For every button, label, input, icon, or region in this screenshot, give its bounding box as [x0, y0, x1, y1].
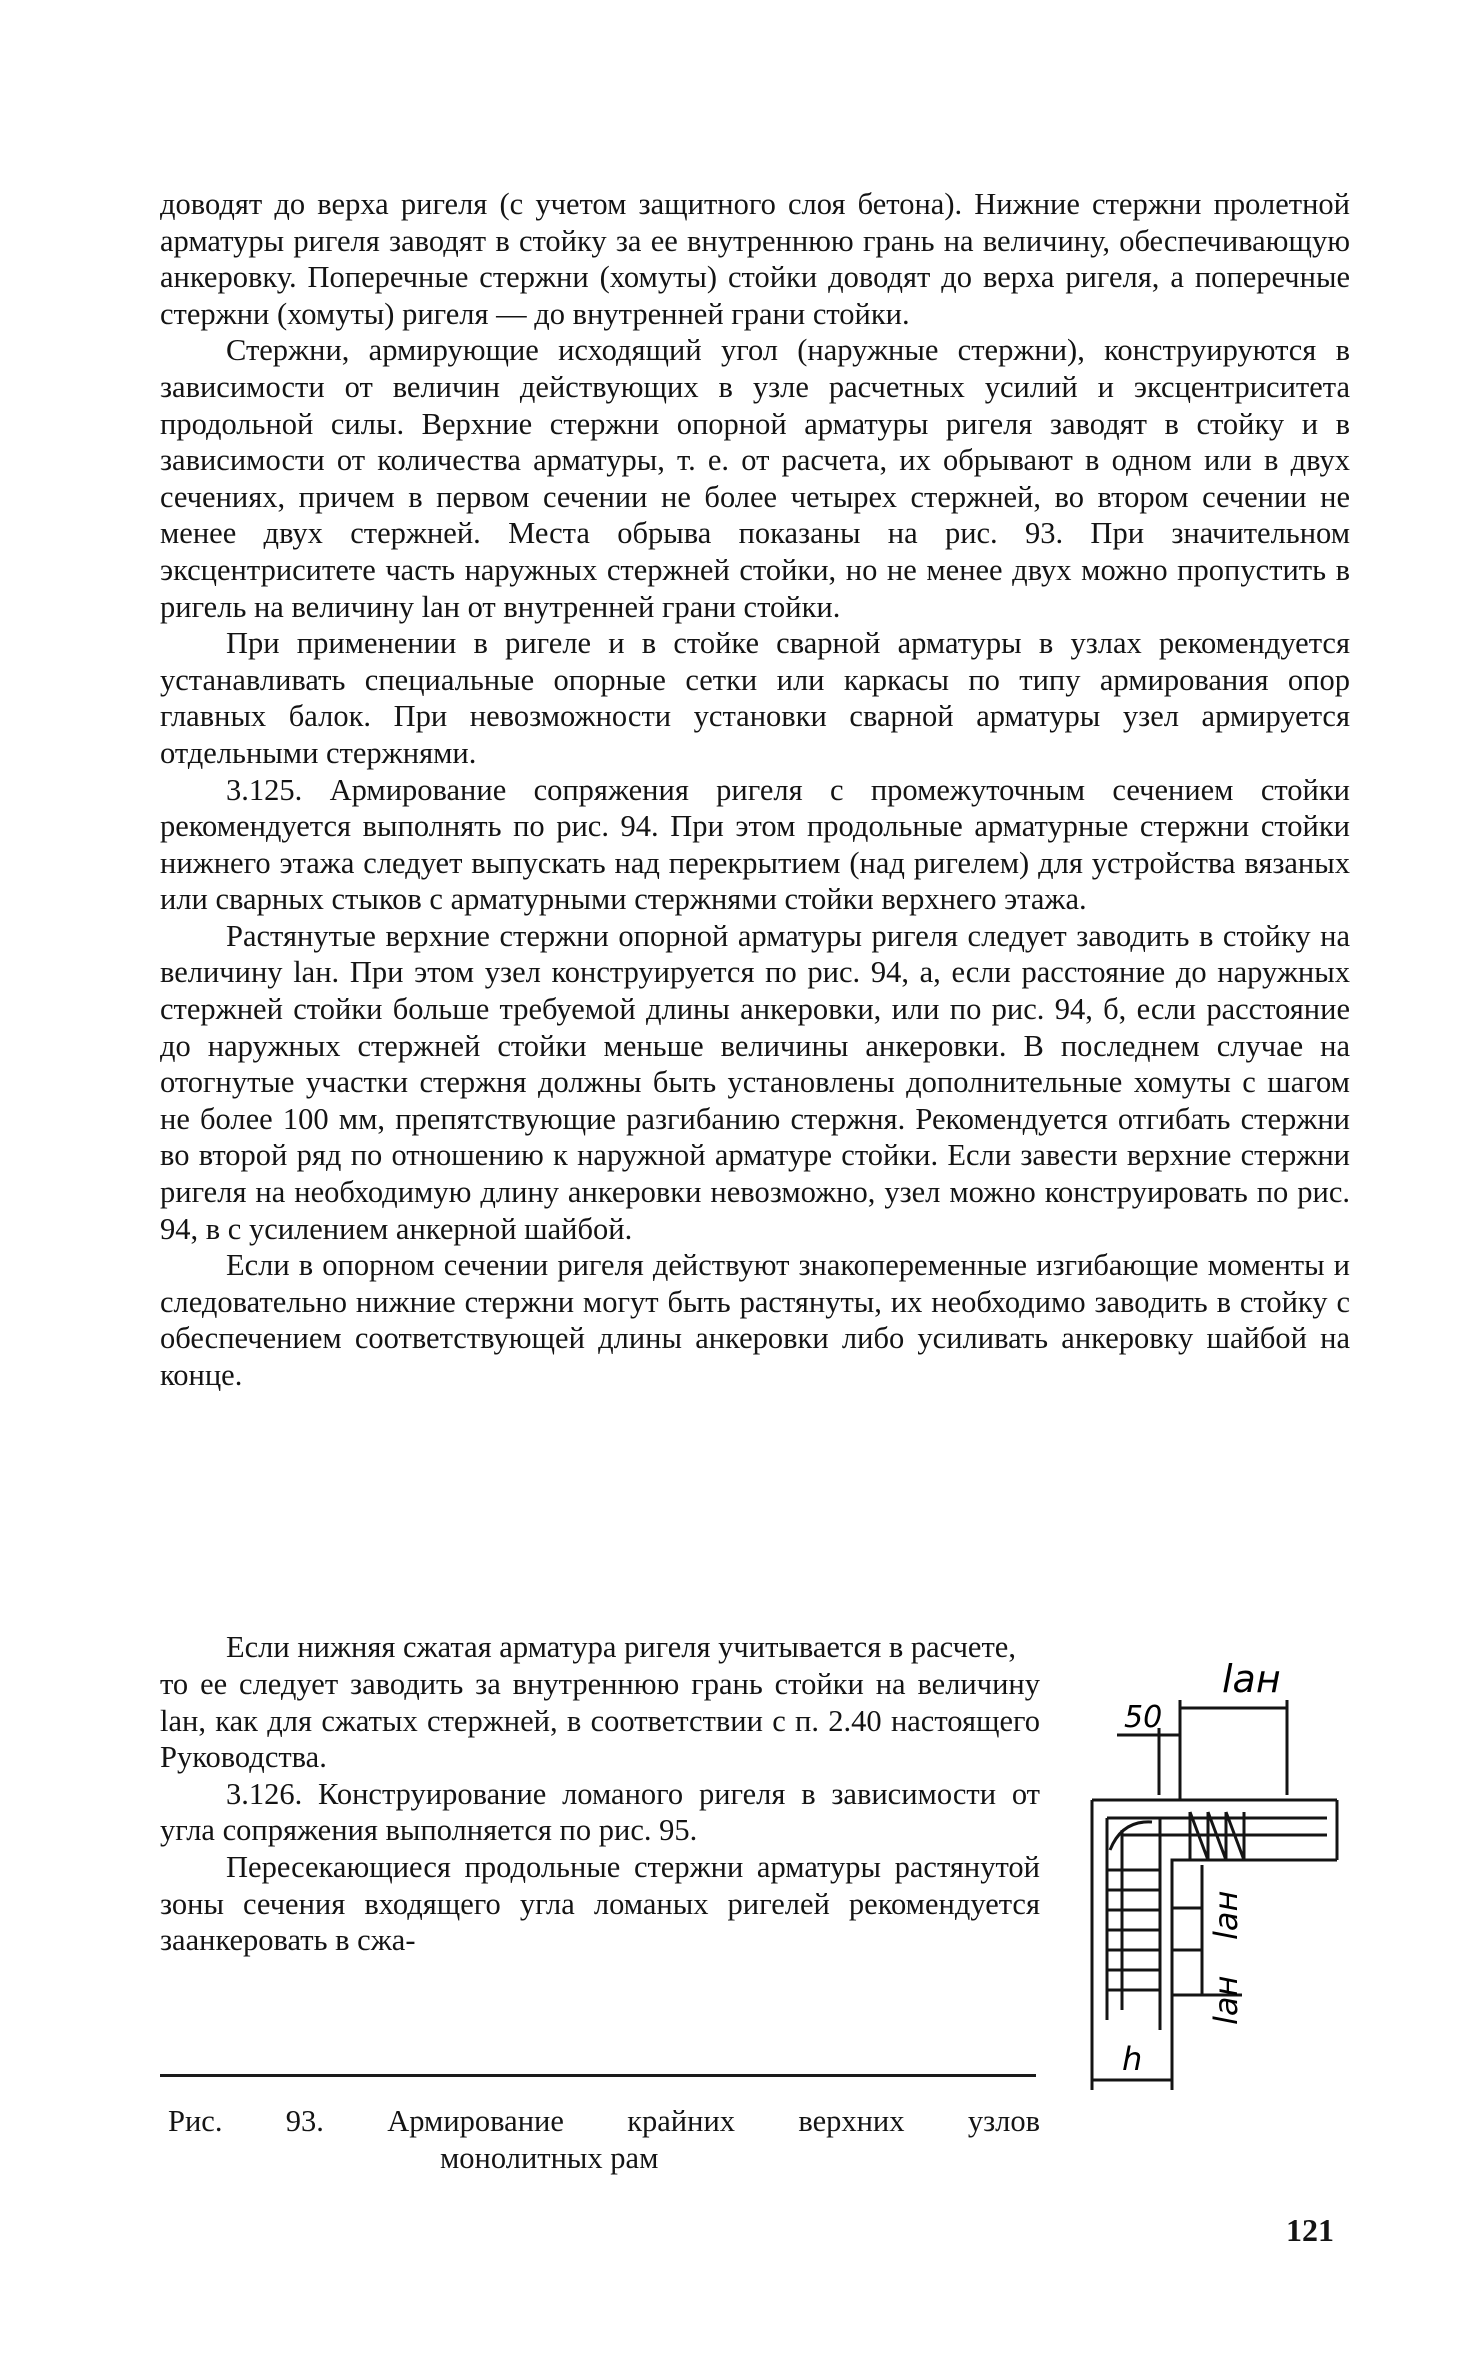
label-lan-1: lан [1207, 1890, 1245, 1940]
label-h: h [1122, 2040, 1143, 2078]
label-lan-2: lан [1207, 1975, 1245, 2025]
wrapped-text-column [160, 1666, 1040, 1959]
label-lan-top: lан [1222, 1657, 1281, 1701]
figure-caption [160, 2103, 1040, 2177]
paragraph: Если в опорном сечении ригеля действуют знакопеременные изгибающие моменты и следовательно нижние стержни могут быть растянуты, их необходимо заводить в стойку с обеспечением соответствующей длины анкеровки либо усиливать анкеровку шайбой на конце. [160, 1248, 1350, 1392]
paragraph: При применении в ригеле и в стойке сварной арматуры в узлах рекомендуется устанавливать специальные опорные сетки или каркасы по типу армирования опор главных балок. При невозможности установки сварной арматуры узел армируется отдельными стержнями. [160, 626, 1350, 770]
caption-line-1: Рис. 93. Армирование крайних верхних узлов [168, 2104, 1040, 2138]
page-number: 121 [1286, 2212, 1334, 2248]
paragraph-full-line: Если нижняя сжатая арматура ригеля учитывается в расчете, [226, 1630, 1016, 1664]
reinforcement-drawing [1062, 1650, 1382, 2100]
paragraph: то ее следует заводить за внутреннюю грань стойки на величину lан, как для сжатых стержней, в соответствии с п. 2.40 настоящего Руководства. [160, 1667, 1040, 1775]
caption-line-2: монолитных рам [440, 2141, 659, 2175]
paragraph: доводят до верха ригеля (с учетом защитного слоя бетона). Нижние стержни пролетной арматуры ригеля заводят в стойку за ее внутреннюю грань на величину, обеспечивающую анкеровку. Поперечные стержни (хомуты) стойки доводят до верха ригеля, а поперечные стержни (хомуты) ригеля — до внутренней грани стойки. [160, 187, 1350, 331]
paragraph: 3.125. Армирование сопряжения ригеля с промежуточным сечением стойки рекомендуется выполнять по рис. 94. При этом продольные арматурные стержни стойки нижнего этажа следует выпускать над перекрытием (над ригелем) для устройства вязаных или сварных стыков с арматурными стержнями стойки верхнего этажа. [160, 772, 1350, 917]
paragraph: Стержни, армирующие исходящий угол (наружные стержни), конструируются в зависимости от величин действующих в узле расчетных усилий и эксцентриситета продольной силы. Верхние стержни опорной арматуры ригеля заводят в стойку и в зависимости от количества арматуры, т. е. от расчета, их обрывают в одном или в двух сечениях, причем в первом сечении не более четырех стержней, во втором сечении не менее двух стержней. Места обрыва показаны на рис. 93. При значительном эксцентриситете часть наружных стержней стойки, но не менее двух можно пропустить в ригель на величину lан от внутренней грани стойки. [160, 333, 1350, 624]
paragraph: Пересекающиеся продольные стержни арматуры растянутой зоны сечения входящего угла ломаных ригелей рекомендуется заанкеровать в сжа- [160, 1849, 1040, 1958]
caption-divider [160, 2074, 1036, 2077]
main-text-block [160, 186, 1350, 1394]
drawing-svg [1062, 1650, 1382, 2100]
paragraph: Растянутые верхние стержни опорной арматуры ригеля следует заводить в стойку на величину lан. При этом узел конструируется по рис. 94, а, если расстояние до наружных стержней стойки больше требуемой длины анкеровки, или по рис. 94, б, если расстояние до наружных стержней стойки меньше величины анкеровки. В последнем случае на отогнутые участки стержня должны быть установлены дополнительные хомуты с шагом не более 100 мм, препятствующие разгибанию стержня. Рекомендуется отгибать стержни во второй ряд по отношению к наружной арматуре стойки. Если завести верхние стержни ригеля на необходимую длину анкеровки невозможно, узел можно конструировать по рис. 94, в с усилением анкерной шайбой. [160, 918, 1350, 1246]
inner-corner [1172, 1860, 1337, 2030]
paragraph: 3.126. Конструирование ломаного ригеля в зависимости от угла сопряжения выполняется по рис. 95. [160, 1776, 1040, 1848]
label-50: 50 [1124, 1700, 1163, 1735]
